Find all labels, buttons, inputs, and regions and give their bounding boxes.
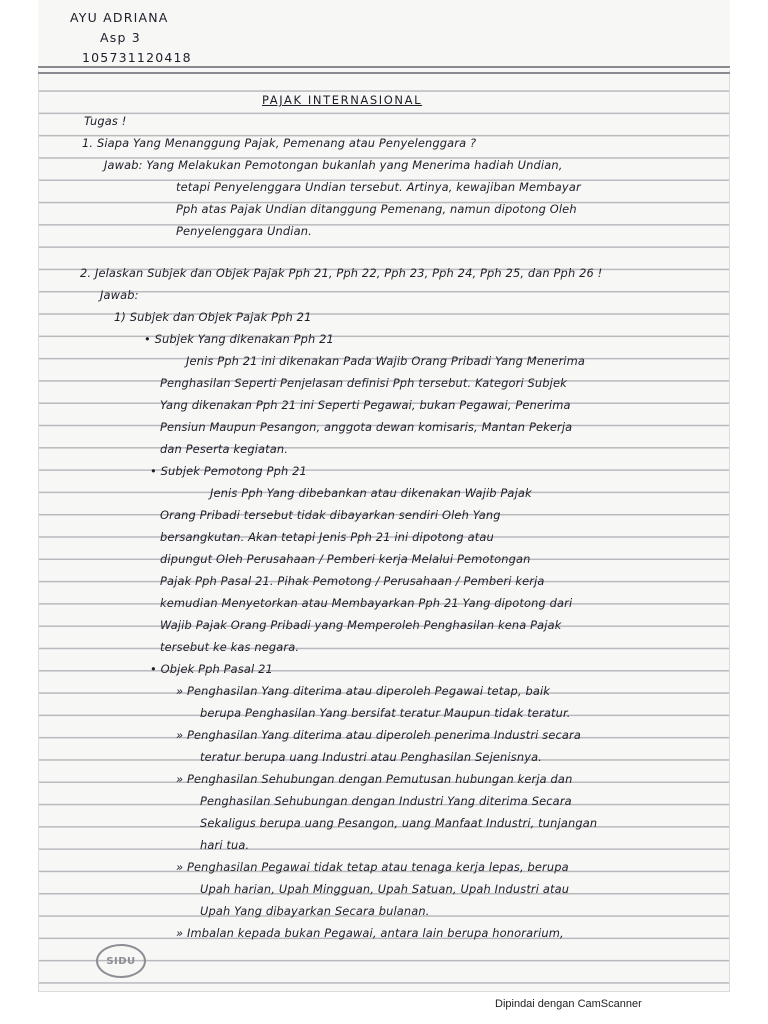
text-line: 1) Subjek dan Objek Pajak Pph 21 — [114, 310, 312, 324]
text-line: Tugas ! — [84, 114, 127, 128]
text-line: Pajak Pph Pasal 21. Pihak Pemotong / Perusahaan / Pemberi kerja — [160, 574, 545, 588]
text-line: Penghasilan Sehubungan dengan Industri Yang diterima Secara — [200, 794, 572, 808]
text-line: tersebut ke kas negara. — [160, 640, 300, 654]
header-rule-bottom — [38, 72, 730, 74]
student-class: Asp 3 — [100, 30, 141, 45]
header-rule-top — [38, 66, 730, 68]
text-line: berupa Penghasilan Yang bersifat teratur Maupun tidak teratur. — [200, 706, 571, 720]
camscanner-watermark: Dipindai dengan CamScanner — [495, 998, 642, 1010]
text-line: teratur berupa uang Industri atau Penghasilan Sejenisnya. — [200, 750, 542, 764]
text-line: • Objek Pph Pasal 21 — [150, 662, 273, 676]
document-title: PAJAK INTERNASIONAL — [262, 93, 423, 107]
text-line: dan Peserta kegiatan. — [160, 442, 289, 456]
text-line: » Penghasilan Yang diterima atau diperoleh Pegawai tetap, baik — [176, 684, 551, 698]
text-line: Wajib Pajak Orang Pribadi yang Memperoleh Penghasilan kena Pajak — [160, 618, 562, 632]
sidu-logo-text: SIDU — [106, 955, 136, 967]
student-id: 105731120418 — [82, 50, 192, 65]
text-line: Sekaligus berupa uang Pesangon, uang Manfaat Industri, tunjangan — [200, 816, 598, 830]
text-line: Pph atas Pajak Undian ditanggung Pemenang, namun dipotong Oleh — [176, 202, 577, 216]
text-line: dipungut Oleh Perusahaan / Pemberi kerja Melalui Pemotongan — [160, 552, 531, 566]
text-line: » Penghasilan Sehubungan dengan Pemutusan hubungan kerja dan — [176, 772, 573, 786]
student-name: AYU ADRIANA — [70, 10, 169, 25]
text-line: Jawab: Yang Melakukan Pemotongan bukanlah yang Menerima hadiah Undian, — [104, 158, 563, 172]
text-line: Penghasilan Seperti Penjelasan definisi Pph tersebut. Kategori Subjek — [160, 376, 567, 390]
text-line: kemudian Menyetorkan atau Membayarkan Pph 21 Yang dipotong dari — [160, 596, 573, 610]
text-line: bersangkutan. Akan tetapi Jenis Pph 21 ini dipotong atau — [160, 530, 494, 544]
text-line: Jenis Pph Yang dibebankan atau dikenakan Wajib Pajak — [210, 486, 532, 500]
text-line: Yang dikenakan Pph 21 ini Seperti Pegawai, bukan Pegawai, Penerima — [160, 398, 571, 412]
sidu-logo — [96, 944, 146, 978]
text-line: tetapi Penyelenggara Undian tersebut. Artinya, kewajiban Membayar — [176, 180, 581, 194]
text-line: 2. Jelaskan Subjek dan Objek Pajak Pph 21, Pph 22, Pph 23, Pph 24, Pph 25, dan Pph 26 ! — [80, 266, 603, 280]
text-line: Upah Yang dibayarkan Secara bulanan. — [200, 904, 430, 918]
text-line: Upah harian, Upah Mingguan, Upah Satuan, Upah Industri atau — [200, 882, 570, 896]
text-line: hari tua. — [200, 838, 250, 852]
text-line: • Subjek Pemotong Pph 21 — [150, 464, 307, 478]
text-line: Pensiun Maupun Pesangon, anggota dewan komisaris, Mantan Pekerja — [160, 420, 573, 434]
text-line: Orang Pribadi tersebut tidak dibayarkan sendiri Oleh Yang — [160, 508, 501, 522]
text-line: 1. Siapa Yang Menanggung Pajak, Pemenang atau Penyelenggara ? — [82, 136, 477, 150]
text-line: • Subjek Yang dikenakan Pph 21 — [144, 332, 334, 346]
text-line: Penyelenggara Undian. — [176, 224, 312, 238]
text-line: » Penghasilan Yang diterima atau diperoleh penerima Industri secara — [176, 728, 582, 742]
text-line: Jawab: — [100, 288, 139, 302]
text-line: » Imbalan kepada bukan Pegawai, antara lain berupa honorarium, — [176, 926, 564, 940]
text-line: Jenis Pph 21 ini dikenakan Pada Wajib Orang Pribadi Yang Menerima — [186, 354, 585, 368]
text-line: » Penghasilan Pegawai tidak tetap atau tenaga kerja lepas, berupa — [176, 860, 569, 874]
